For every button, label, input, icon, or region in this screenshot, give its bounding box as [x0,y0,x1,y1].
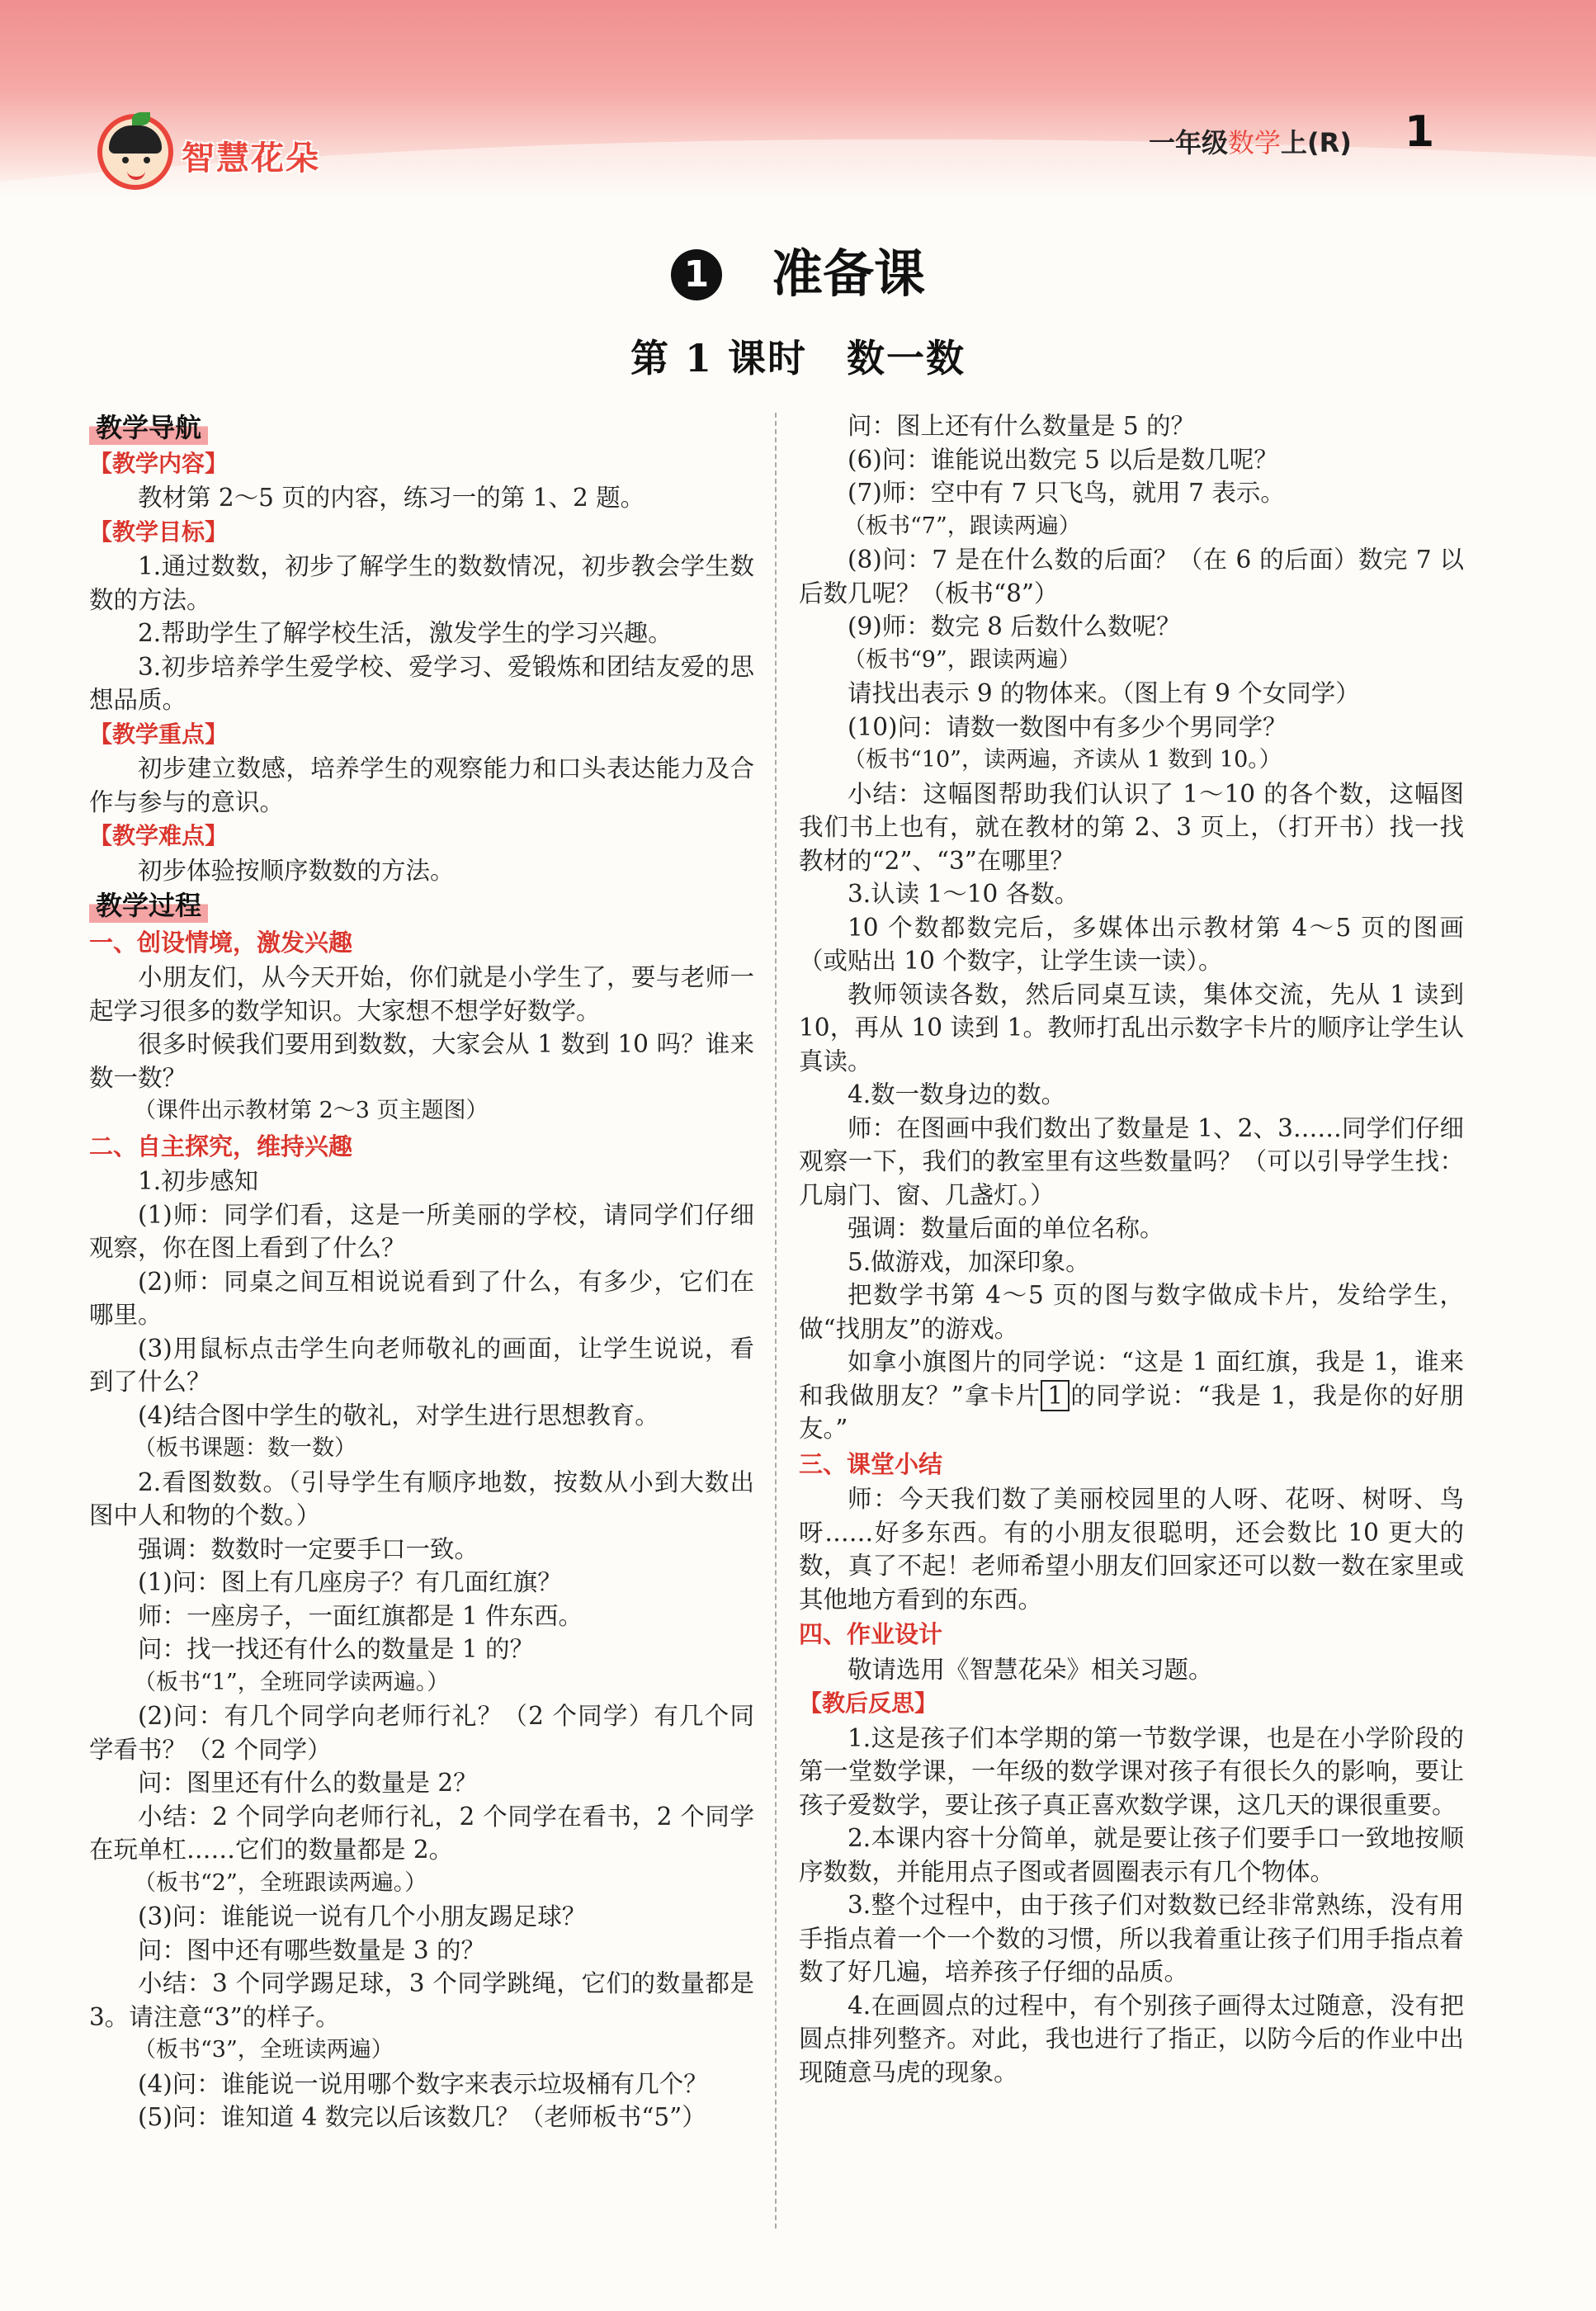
step-heading: 四、作业设计 [799,1620,943,1648]
number-card-box: 1 [1041,1380,1070,1411]
paragraph: 10 个数都数完后，多媒体出示教材第 4～5 页的图画（或贴出 10 个数字，让学生读一读）。 [799,913,1464,975]
right-column [799,409,1464,2089]
tag-heading-row [89,717,754,753]
paragraph: 4.在画圆点的过程中，有个别孩子画得太过随意，没有把圆点排列整齐。对此，我也进行了指正，以防今后的作业中出现随意马虎的现象。 [799,1991,1464,2087]
paragraph: (2)师：同桌之间互相说说看到了什么，有多少，它们在哪里。 [89,1267,754,1329]
logo-text: 智慧花朵 [182,139,320,177]
lesson-title: 第 1 课时 数一数 [630,336,966,380]
paragraph: 教材第 2～5 页的内容，练习一的第 1、2 题。 [138,484,645,512]
paragraph: 5.做游戏，加深印象。 [848,1247,1090,1276]
paragraph: 教师领读各数，然后同桌互读，集体交流，先从 1 读到 10，再从 10 读到 1。教师打乱出示数字卡片的顺序让学生认真读。 [799,980,1464,1075]
tag-heading: 【教后反思】 [799,1690,938,1717]
left-column [89,409,754,2134]
paragraph: (8)问：7 是在什么数的后面？（在 6 的后面）数完 7 以后数几呢？（板书“8”） [799,546,1464,607]
logo-face-icon [97,114,173,190]
board-note: （板书“3”，全班读两遍） [134,2037,394,2063]
section-heading-row [89,887,754,924]
paragraph: 3.整个过程中，由于孩子们对数数已经非常熟练，没有用手指点着一个一个数的习惯，所以我着重让孩子们用手指点着数了好几遍，培养孩子仔细的品质。 [799,1891,1464,1986]
paragraph: (3)问：谁能说一说有几个小朋友踢足球？ [138,1902,587,1931]
page-number: 1 [1405,107,1435,157]
board-note: （板书“9”，跟读两遍） [843,646,1081,673]
column-divider [775,413,777,2228]
board-note: （课件出示教材第 2～3 页主题图） [134,1098,489,1123]
paragraph: (1)问：图上有几座房子？有几面红旗？ [138,1568,562,1596]
tag-heading-row [799,1686,1464,1722]
tag-heading-row [89,515,754,551]
paragraph: 2.本课内容十分简单，就是要让孩子们要手口一致地按顺序数数，并能用点子图或者圆圈表示有几个物体。 [799,1824,1464,1886]
tag-heading-row [89,447,754,482]
paragraph: (10)问：请数一数图中有多少个男同学？ [848,712,1287,741]
paragraph: (7)师：空中有 7 只飞鸟，就用 7 表示。 [848,479,1285,507]
paragraph: 很多时候我们要用到数数，大家会从 1 数到 10 吗？谁来数一数？ [89,1030,754,1092]
section-heading-row [89,409,754,447]
paragraph: 初步体验按顺序数数的方法。 [138,856,455,885]
section-heading: 教学导航 [89,411,208,445]
paragraph: 1.初步感知 [138,1167,259,1195]
paragraph: 小结：3 个同学踢足球，3 个同学跳绳，它们的数量都是 3。请注意“3”的样子。 [89,1969,754,2031]
tag-heading-row [89,819,754,854]
paragraph: (4)结合图中学生的敬礼，对学生进行思想教育。 [138,1401,659,1430]
paragraph: 问：找一找还有什么的数量是 1 的？ [138,1635,535,1663]
paragraph: 问：图里还有什么的数量是 2？ [138,1769,478,1797]
board-note: （板书课题：数一数） [134,1435,357,1461]
paragraph: 2.帮助学生了解学校生活，激发学生的学习兴趣。 [138,619,673,647]
grade-subject: 数学 [1228,127,1282,158]
chapter-title-text: 准备课 [771,243,925,304]
paragraph: 小朋友们，从今天开始，你们就是小学生了，要与老师一起学习很多的数学知识。大家想不想学好数学。 [89,963,754,1025]
paragraph: (5)问：谁知道 4 数完以后该数几？（老师板书“5”） [138,2103,706,2131]
chapter-title [0,233,1596,306]
tag-heading: 【教学目标】 [89,517,229,546]
paragraph: 1.通过数数，初步了解学生的数数情况，初步教会学生数数的方法。 [89,552,754,614]
paragraph: 师：在图画中我们数出了数量是 1、2、3……同学们仔细观察一下，我们的教室里有这些数量吗？（可以引导学生找：几扇门、窗、几盏灯。） [799,1113,1464,1209]
paragraph: (9)师：数完 8 后数什么数呢？ [848,612,1181,640]
tag-heading: 【教学难点】 [89,822,229,849]
board-note: （板书“1”，全班同学读两遍。） [134,1669,450,1695]
paragraph: 3.认读 1～10 各数。 [848,880,1079,908]
paragraph: 强调：数量后面的单位名称。 [848,1214,1164,1242]
board-note: （板书“10”，读两遍，齐读从 1 数到 10。） [843,747,1282,773]
paragraph: 初步建立数感，培养学生的观察能力和口头表达能力及合作与参与的意识。 [89,754,754,816]
paragraph: 4.数一数身边的数。 [848,1080,1066,1108]
paragraph: 小结：2 个同学向老师行礼，2 个同学在看书，2 个同学在玩单杠……它们的数量都是 2。 [89,1802,754,1864]
paragraph: 小结：这幅图帮助我们认识了 1～10 的各个数，这幅图我们书上也有，就在教材的第 2、3 页上，（打开书）找一找教材的“2”、“3”在哪里？ [799,779,1464,875]
paragraph: 请找出表示 9 的物体来。（图上有 9 个女同学） [848,679,1360,707]
grade-suffix: 上(R) [1281,127,1352,158]
paragraph: 敬请选用《智慧花朵》相关习题。 [848,1655,1213,1684]
grade-prefix: 一年级 [1149,127,1229,158]
chapter-number-badge: 1 [671,249,722,300]
tag-heading: 【教学重点】 [89,720,229,748]
paragraph: 3.初步培养学生爱学校、爱学习、爱锻炼和团结友爱的思想品质。 [89,652,754,714]
card-text-after: 的同学说：“我是 1，我是你的好朋友。” [799,1381,1464,1443]
paragraph: 2.看图数数。（引导学生有顺序地数，按数从小到大数出图中人和物的个数。） [89,1467,754,1529]
paragraph: (2)问：有几个同学向老师行礼？（2 个同学）有几个同学看书？（2 个同学） [89,1702,754,1764]
paragraph: (4)问：谁能说一说用哪个数字来表示垃圾桶有几个？ [138,2069,708,2098]
card-text-before: 如拿小旗图片的同学说：“这是 1 面红旗，我是 1，谁来和我做朋友？”拿卡片 [799,1348,1464,1410]
paragraph: 师：今天我们数了美丽校园里的人呀、花呀、树呀、鸟呀……好多东西。有的小朋友很聪明，还会数比 10 更大的数，真了不起！老师希望小朋友们回家还可以数一数在家里或其他地方看到的东西。 [799,1485,1464,1614]
paragraph: 问：图中还有哪些数量是 3 的？ [138,1935,486,1964]
section-heading: 教学过程 [89,889,208,923]
grade-label [1149,122,1352,160]
paragraph: 强调：数数时一定要手口一致。 [138,1534,479,1563]
logo [97,107,328,198]
tag-heading: 【教学内容】 [89,449,229,477]
paragraph: 问：图上还有什么数量是 5 的？ [848,412,1196,440]
paragraph: 把数学书第 4～5 页的图与数字做成卡片，发给学生，做“找朋友”的游戏。 [799,1281,1464,1343]
card-paragraph [799,1345,1464,1446]
board-note: （板书“2”，全班跟读两遍。） [134,1869,427,1896]
board-note: （板书“7”，跟读两遍） [843,513,1081,539]
paragraph: (1)师：同学们看，这是一所美丽的学校，请同学们仔细观察，你在图上看到了什么？ [89,1200,754,1262]
paragraph: 师：一座房子，一面红旗都是 1 件东西。 [138,1601,583,1630]
paragraph: 1.这是孩子们本学期的第一节数学课，也是在小学阶段的第一堂数学课，一年级的数学课对孩子有很长久的影响，要让孩子爱数学，要让孩子真正喜欢数学课，这几天的课很重要。 [799,1723,1464,1819]
paragraph: (3)用鼠标点击学生向老师敬礼的画面，让学生说说，看到了什么？ [89,1334,754,1396]
step-heading: 三、课堂小结 [799,1449,943,1478]
step-heading: 二、自主探究，维持兴趣 [89,1132,353,1160]
step-heading: 一、创设情境，激发兴趣 [89,928,353,957]
paragraph: (6)问：谁能说出数完 5 以后是数几呢？ [848,445,1278,474]
